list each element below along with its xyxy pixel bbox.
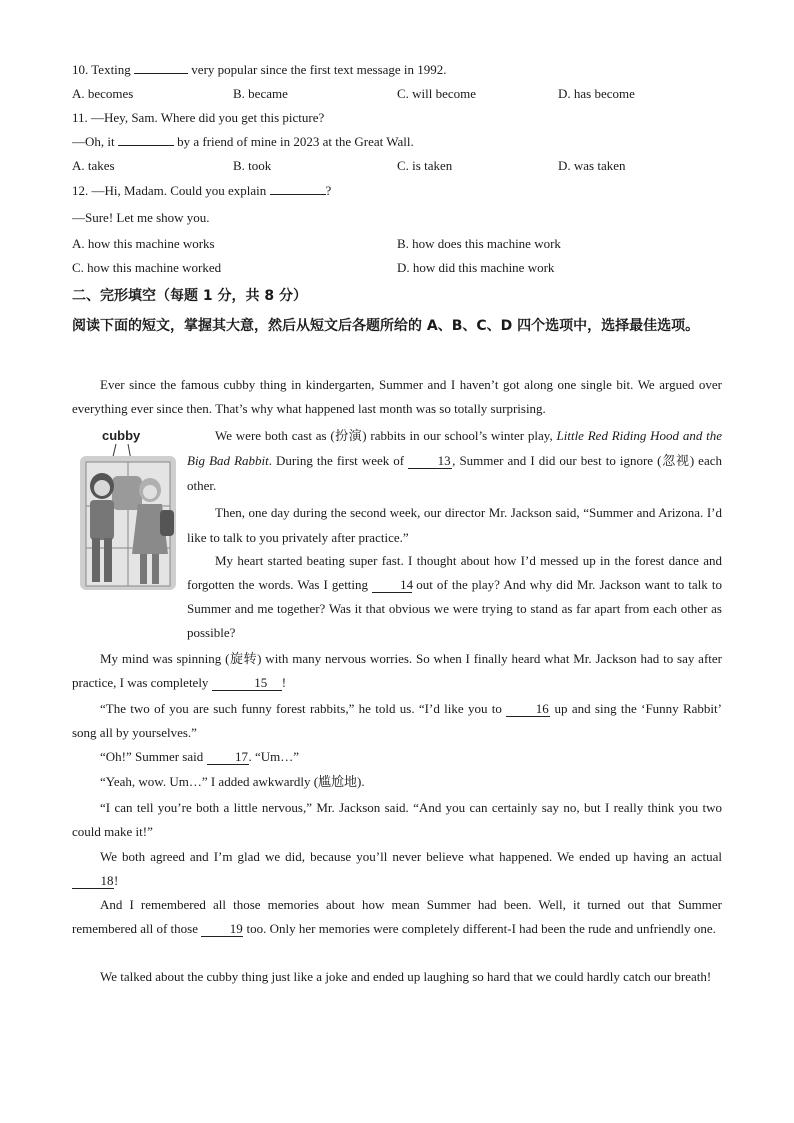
question-11: 11. —Hey, Sam. Where did you get this picture? <box>72 110 325 125</box>
option-a: A. how this machine works <box>72 236 215 251</box>
blank-13: 13 <box>408 454 452 469</box>
passage-paragraph: “The two of you are such funny forest rabbits,” he told us. “I’d like you to 16 up and sing the ‘Funny Rabbit’ song all by yourselves.” <box>72 701 722 740</box>
option-d: D. has become <box>558 86 635 101</box>
section-heading: 二、完形填空（每题 1 分，共 8 分） <box>72 288 307 304</box>
question-12-reply: —Sure! Let me show you. <box>72 210 210 225</box>
passage-paragraph: Ever since the famous cubby thing in kindergarten, Summer and I haven’t got along one single bit. We argued over everything ever since then. That’s why what happened last month was so totally surprising. <box>72 377 722 416</box>
option-d: D. how did this machine work <box>397 260 555 275</box>
answer-blank <box>118 145 174 146</box>
blank-19: 19 <box>201 922 243 937</box>
question-12: 12. —Hi, Madam. Could you explain ? <box>72 183 332 198</box>
answer-blank <box>134 73 188 74</box>
option-c: C. is taken <box>397 158 453 173</box>
answer-blank <box>270 194 326 195</box>
passage-paragraph: “Oh!” Summer said 17. “Um…” <box>100 749 300 764</box>
option-b: B. how does this machine work <box>397 236 561 251</box>
blank-16: 16 <box>506 702 550 717</box>
cubby-label: cubby <box>102 428 141 443</box>
play-title: Little Red Riding Hood and the Big Bad Rabbit <box>187 428 723 468</box>
question-11-reply: —Oh, it by a friend of mine in 2023 at the Great Wall. <box>72 134 414 149</box>
blank-18: 18 <box>72 874 114 889</box>
option-a: A. becomes <box>72 86 134 101</box>
cubby-illustration <box>72 426 182 594</box>
blank-14: 14 <box>372 578 412 593</box>
option-c: C. will become <box>397 86 477 101</box>
section-instruction: 阅读下面的短文，掌握其大意，然后从短文后各题所给的 A、B、C、D 四个选项中，选择最佳选项。 <box>72 318 700 334</box>
passage-paragraph: We both agreed and I’m glad we did, because you’ll never believe what happened. We ended up having an actual 18! <box>72 845 722 893</box>
passage-paragraph: And I remembered all those memories about how mean Summer had been. Well, it turned out that Summer remembered all of those 19 too. Only her memories were completely different-I had been the rude and unfriendly one. <box>72 897 722 936</box>
passage-paragraph: “I can tell you’re both a little nervous,” Mr. Jackson said. “And you can certainly say no, but I really think you two could make it!” <box>72 800 722 839</box>
option-b: B. became <box>233 86 288 101</box>
question-10: 10. Texting very popular since the first text message in 1992. <box>72 62 447 77</box>
passage-paragraph-head: My heart started beating super fast. I thought about how I’d messed up in the forest dance and forgotten the words. Was I getting 14 out of the play? And why did Mr. Jackson want to talk to Summer and me together? Was it that obvious we were trying to stand as far apart from each other as possible? <box>187 553 722 640</box>
passage-paragraph: We talked about the cubby thing just like a joke and ended up laughing so hard that we could hardly catch our breath! <box>100 969 712 984</box>
option-b: B. took <box>233 158 272 173</box>
passage-paragraph: My mind was spinning (旋转) with many nervous worries. So when I finally heard what Mr. Jackson had to say after practice, I was completely 15 ! <box>72 651 722 690</box>
option-c: C. how this machine worked <box>72 260 222 275</box>
option-a: A. takes <box>72 158 115 173</box>
passage-paragraph: We were both cast as (扮演) rabbits in our school’s winter play, Little Red Riding Hood and the Big Bad Rabbit. During the first week of 13 , Summer and I did our best to ignore (忽视) each other. <box>187 428 723 493</box>
passage-paragraph: Then, one day during the second week, our director Mr. Jackson said, “Summer and Arizona. I’d like to talk to you privately after practice.” <box>187 505 722 545</box>
option-d: D. was taken <box>558 158 626 173</box>
blank-15: 15 <box>212 676 282 691</box>
blank-17: 17 <box>207 750 249 765</box>
passage-paragraph: “Yeah, wow. Um…” I added awkwardly (尴尬地). <box>100 774 365 789</box>
